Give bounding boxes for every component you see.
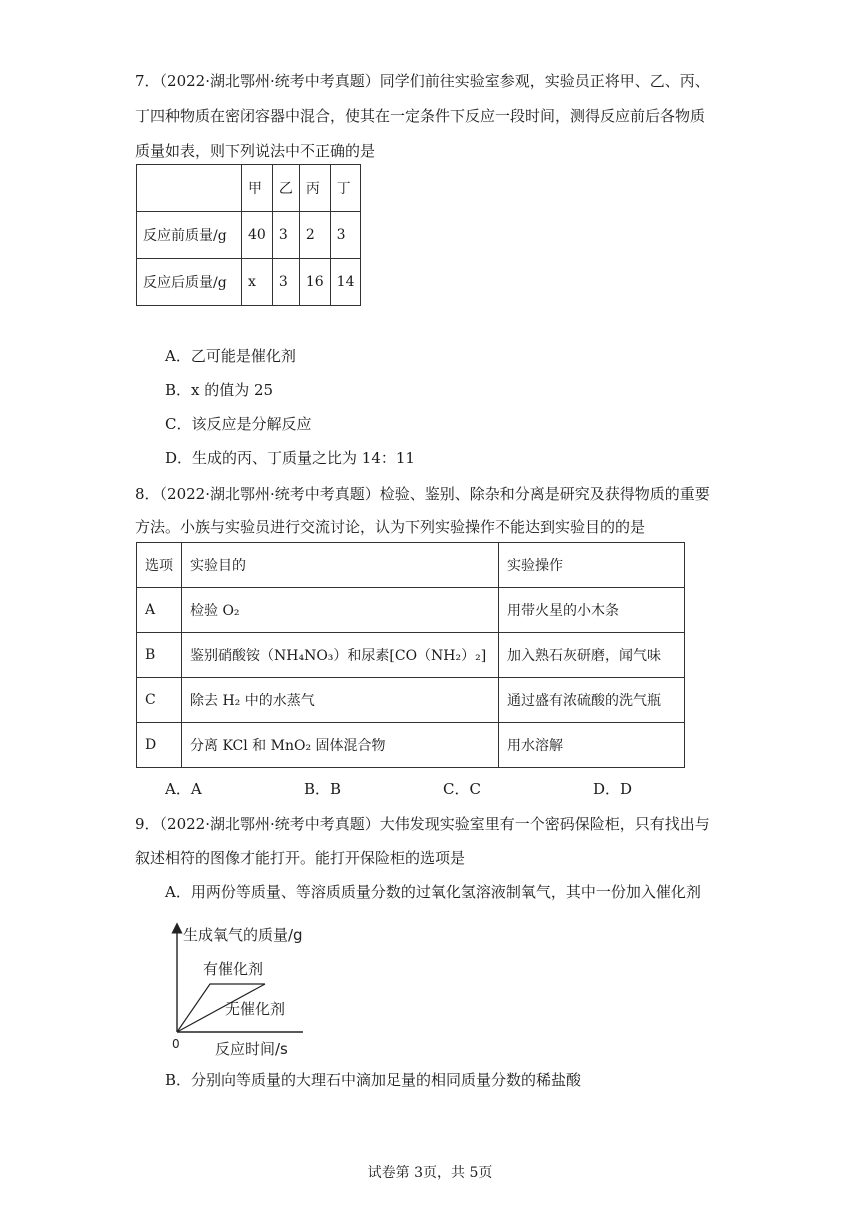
- table-cell: B: [137, 633, 182, 678]
- q8-answer-a: A．A: [165, 780, 202, 798]
- table-row: [137, 259, 361, 306]
- table-row: [137, 165, 361, 212]
- q8-line-2: 方法。小族与实验员进行交流讨论，认为下列实验操作不能达到实验目的的是: [135, 518, 646, 536]
- q8-line-1: 8．（2022·湖北鄂州·统考中考真题）检验、鉴别、除杂和分离是研究及获得物质的重要: [135, 485, 710, 503]
- label-without-catalyst: 无催化剂: [225, 1000, 286, 1018]
- q9-line-1: 9．（2022·湖北鄂州·统考中考真题）大伟发现实验室里有一个密码保险柜，只有找出与: [135, 815, 710, 833]
- label-with-catalyst: 有催化剂: [203, 960, 264, 978]
- q8-answer-c: C．C: [443, 780, 481, 798]
- y-axis-label: 生成氧气的质量/g: [183, 926, 303, 944]
- q7-line-3: 质量如表，则下列说法中不正确的是: [135, 142, 376, 160]
- q7-option-a: A．乙可能是催化剂: [165, 347, 296, 365]
- table-cell: 反应后质量/g: [137, 259, 242, 306]
- q8-answer-d: D．D: [593, 780, 633, 798]
- page-footer: 试卷第 3页，共 5页: [367, 1165, 493, 1181]
- table-cell: 丁: [330, 165, 361, 212]
- table-cell: 实验操作: [499, 543, 685, 588]
- q7-option-d: D．生成的丙、丁质量之比为 14：11: [165, 449, 415, 467]
- table-cell: 选项: [137, 543, 182, 588]
- q7-option-c: C．该反应是分解反应: [165, 415, 312, 433]
- q9-oxygen-graph: [165, 922, 315, 1062]
- table-cell: 鉴别硝酸铵（NH₄NO₃）和尿素[CO（NH₂）₂]: [182, 633, 499, 678]
- table-cell: 14: [330, 259, 361, 306]
- table-cell: 3: [272, 212, 299, 259]
- table-cell: 反应前质量/g: [137, 212, 242, 259]
- table-cell: 用带火星的小木条: [499, 588, 685, 633]
- table-row: [137, 212, 361, 259]
- q9-option-b: B．分别向等质量的大理石中滴加足量的相同质量分数的稀盐酸: [165, 1071, 582, 1089]
- table-cell: 3: [330, 212, 361, 259]
- table-cell: 分离 KCl 和 MnO₂ 固体混合物: [182, 723, 499, 768]
- table-cell: 通过盛有浓硫酸的洗气瓶: [499, 678, 685, 723]
- q7-line-2: 丁四种物质在密闭容器中混合，使其在一定条件下反应一段时间，测得反应前后各物质: [135, 107, 706, 125]
- table-cell: [137, 165, 242, 212]
- table-row: [137, 543, 685, 588]
- table-cell: 16: [299, 259, 330, 306]
- x-axis-label: 反应时间/s: [215, 1040, 288, 1058]
- table-cell: x: [242, 259, 273, 306]
- q7-mass-table: [136, 164, 361, 306]
- origin-label: 0: [172, 1037, 180, 1051]
- q7-line-1: 7．（2022·湖北鄂州·统考中考真题）同学们前往实验室参观，实验员正将甲、乙、丙、: [135, 72, 710, 90]
- q8-answer-b: B．B: [304, 780, 342, 798]
- table-row: [137, 678, 685, 723]
- table-row: [137, 633, 685, 678]
- table-cell: 40: [242, 212, 273, 259]
- table-cell: 甲: [242, 165, 273, 212]
- table-cell: 2: [299, 212, 330, 259]
- q9-line-2: 叙述相符的图像才能打开。能打开保险柜的选项是: [135, 849, 466, 867]
- table-row: [137, 723, 685, 768]
- table-cell: 3: [272, 259, 299, 306]
- table-cell: 加入熟石灰研磨，闻气味: [499, 633, 685, 678]
- table-cell: 丙: [299, 165, 330, 212]
- table-cell: 乙: [272, 165, 299, 212]
- q7-option-b: B．x 的值为 25: [165, 381, 274, 399]
- table-cell: 检验 O₂: [182, 588, 499, 633]
- table-cell: 用水溶解: [499, 723, 685, 768]
- table-cell: C: [137, 678, 182, 723]
- table-cell: 实验目的: [182, 543, 499, 588]
- q9-option-a: A．用两份等质量、等溶质质量分数的过氧化氢溶液制氧气，其中一份加入催化剂: [165, 883, 701, 901]
- table-row: [137, 588, 685, 633]
- q8-experiment-table: [136, 542, 685, 768]
- table-cell: A: [137, 588, 182, 633]
- table-cell: D: [137, 723, 182, 768]
- table-cell: 除去 H₂ 中的水蒸气: [182, 678, 499, 723]
